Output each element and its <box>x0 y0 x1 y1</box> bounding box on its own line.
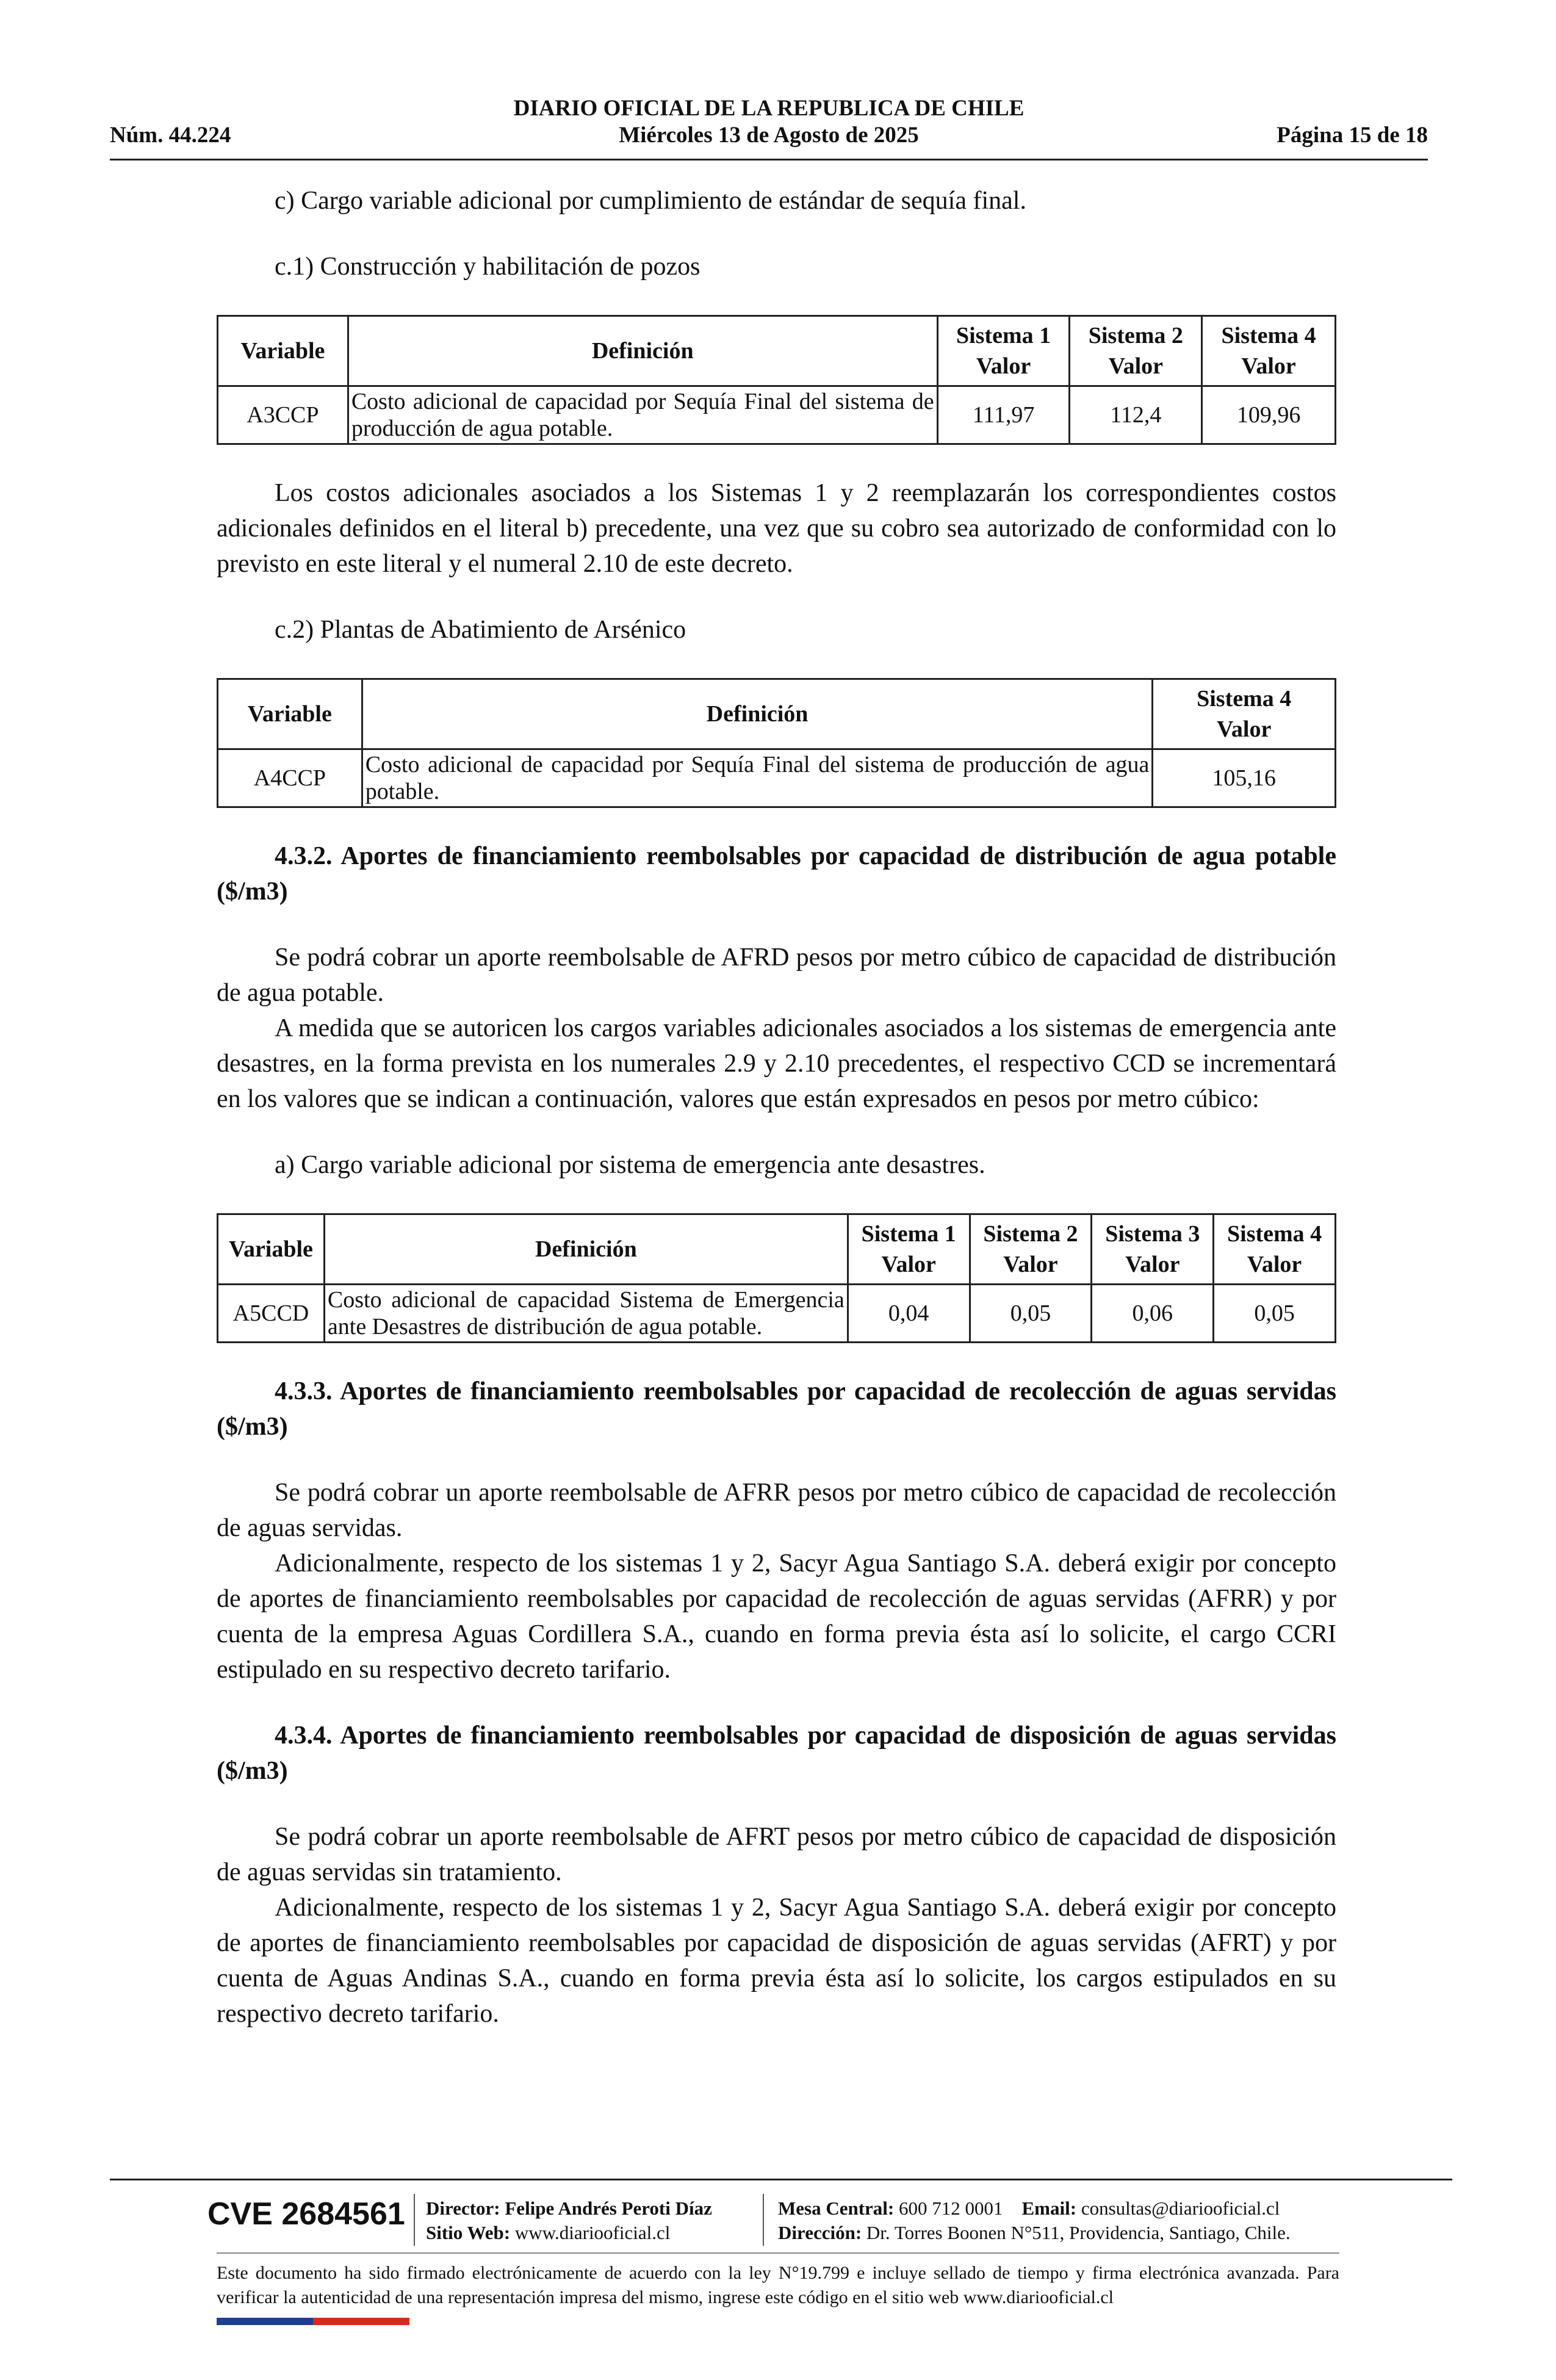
col-header-sistema-2: Sistema 2 Valor <box>970 1214 1092 1285</box>
flag-bar-red <box>313 2318 409 2325</box>
page-number: Página 15 de 18 <box>1277 123 1428 148</box>
table-a4ccp <box>217 678 1336 808</box>
col-header-variable: Variable <box>218 679 362 749</box>
table-row <box>218 386 1336 444</box>
section-434-paragraph-2: Adicionalmente, respecto de los sistemas 1 y 2, Sacyr Agua Santiago S.A. deberá exigir por concepto de aportes de financiamiento reembolsables por capacidad de disposición de aguas servidas (AFRT) y por cuenta de Aguas Andinas S.A., cuando en forma previa ésta así lo solicite, los cargos estipulados en su respectivo decreto tarifario. <box>217 1894 1336 2028</box>
cell-sistema-4: 105,16 <box>1153 749 1336 807</box>
col-header-sistema-4: Sistema 4 Valor <box>1202 316 1336 386</box>
cell-definicion: Costo adicional de capacidad por Sequía Final del sistema de producción de agua potable. <box>348 386 937 444</box>
direccion-value: Dr. Torres Boonen N°511, Providencia, Santiago, Chile. <box>866 2222 1291 2243</box>
flag-bar-blue <box>217 2318 313 2325</box>
table-header-row <box>218 679 1336 749</box>
mesa-label: Mesa Central: <box>778 2198 895 2219</box>
col-header-sistema-4: Sistema 4 Valor <box>1153 679 1336 749</box>
table-row <box>218 1285 1336 1343</box>
section-c-paragraph: Los costos adicionales asociados a los Sistemas 1 y 2 reemplazarán los correspondientes costos adicionales definidos en el literal b) precedente, una vez que su cobro sea autorizado de conformidad con lo previsto en este literal y el numeral 2.10 de este decreto. <box>217 479 1336 578</box>
section-c-heading: c) Cargo variable adicional por cumplimiento de estándar de sequía final. <box>275 187 1026 215</box>
table-a5ccd <box>217 1213 1336 1343</box>
footer-rule <box>217 2252 1339 2254</box>
table-a3ccp <box>217 315 1336 445</box>
section-432-paragraph-1: Se podrá cobrar un aporte reembolsable de AFRD pesos por metro cúbico de capacidad de distribución de agua potable. <box>217 943 1336 1007</box>
footer-director-block <box>426 2196 712 2245</box>
section-433-heading: 4.3.3. Aportes de financiamiento reembolsables por capacidad de recolección de aguas servidas ($/m3) <box>217 1377 1336 1441</box>
mesa-phone: 600 712 0001 <box>899 2198 1003 2219</box>
director-label: Director: <box>426 2198 500 2219</box>
cell-sistema-4: 0,05 <box>1214 1285 1336 1343</box>
cell-definicion: Costo adicional de capacidad por Sequía Final del sistema de producción de agua potable. <box>362 749 1153 807</box>
col-header-definicion: Definición <box>362 679 1153 749</box>
col-header-sistema-3: Sistema 3 Valor <box>1092 1214 1214 1285</box>
table-header-row <box>218 1214 1336 1285</box>
cell-sistema-2: 112,4 <box>1070 386 1202 444</box>
page-header <box>110 92 1428 160</box>
section-434-heading: 4.3.4. Aportes de financiamiento reembolsables por capacidad de disposición de aguas servidas ($/m3) <box>217 1722 1336 1785</box>
section-c1-heading: c.1) Construcción y habilitación de pozos <box>275 253 701 281</box>
email-label: Email: <box>1021 2198 1077 2219</box>
section-433-paragraph-2: Adicionalmente, respecto de los sistemas 1 y 2, Sacyr Agua Santiago S.A. deberá exigir por concepto de aportes de financiamiento reembolsables por capacidad de recolección de aguas servidas (AFRR) y por cuenta de la empresa Aguas Cordillera S.A., cuando en forma previa ésta así lo solicite, el cargo CCRI estipulado en su respectivo decreto tarifario. <box>217 1549 1336 1684</box>
cell-sistema-4: 109,96 <box>1202 386 1336 444</box>
col-header-sistema-1: Sistema 1 Valor <box>848 1214 970 1285</box>
footer-divider <box>414 2194 415 2246</box>
cell-sistema-1: 111,97 <box>937 386 1070 444</box>
col-header-sistema-4: Sistema 4 Valor <box>1214 1214 1336 1285</box>
col-header-variable: Variable <box>218 1214 325 1285</box>
newspaper-title: DIARIO OFICIAL DE LA REPUBLICA DE CHILE <box>513 96 1025 121</box>
cell-sistema-3: 0,06 <box>1092 1285 1214 1343</box>
cve-code: CVE 2684561 <box>207 2196 405 2232</box>
col-header-definicion: Definición <box>348 316 937 386</box>
cell-sistema-2: 0,05 <box>970 1285 1092 1343</box>
direccion-label: Dirección: <box>778 2222 862 2243</box>
issue-date: Miércoles 13 de Agosto de 2025 <box>619 123 919 148</box>
email-link[interactable]: consultas@diariooficial.cl <box>1081 2198 1280 2219</box>
section-432-heading: 4.3.2. Aportes de financiamiento reembolsables por capacidad de distribución de agua potable ($/m3) <box>217 842 1336 906</box>
footer-divider <box>763 2194 764 2246</box>
col-header-definicion: Definición <box>324 1214 848 1285</box>
director-name: Felipe Andrés Peroti Díaz <box>505 2198 712 2219</box>
cell-variable: A3CCP <box>218 386 348 444</box>
footer-disclaimer: Este documento ha sido firmado electrónicamente de acuerdo con la ley N°19.799 e incluye sellado de tiempo y firma electrónica avanzada. Para verificar la autenticidad de una representación impresa del mismo, ingrese este código en el sitio web www.diariooficial.cl <box>217 2263 1339 2307</box>
web-label: Sitio Web: <box>426 2222 511 2243</box>
col-header-sistema-1: Sistema 1 Valor <box>937 316 1070 386</box>
table-header-row <box>218 316 1336 386</box>
cell-variable: A4CCP <box>218 749 362 807</box>
section-432-paragraph-2: A medida que se autoricen los cargos variables adicionales asociados a los sistemas de emergencia ante desastres, en la forma prevista en los numerales 2.9 y 2.10 precedentes, el respectivo CCD se incrementará en los valores que se indican a continuación, valores que están expresados en pesos por metro cúbico: <box>217 1014 1336 1113</box>
col-header-variable: Variable <box>218 316 348 386</box>
table-row <box>218 749 1336 807</box>
cell-variable: A5CCD <box>218 1285 325 1343</box>
section-433-paragraph-1: Se podrá cobrar un aporte reembolsable de AFRR pesos por metro cúbico de capacidad de recolección de aguas servidas. <box>217 1479 1336 1542</box>
page-footer <box>110 2179 1452 2327</box>
web-link[interactable]: www.diariooficial.cl <box>514 2222 671 2243</box>
section-c2-heading: c.2) Plantas de Abatimiento de Arsénico <box>275 616 686 644</box>
col-header-sistema-2: Sistema 2 Valor <box>1070 316 1202 386</box>
issue-number: Núm. 44.224 <box>110 123 231 148</box>
cell-definicion: Costo adicional de capacidad Sistema de Emergencia ante Desastres de distribución de agua potable. <box>324 1285 848 1343</box>
cell-sistema-1: 0,04 <box>848 1285 970 1343</box>
section-432-sub-heading: a) Cargo variable adicional por sistema de emergencia ante desastres. <box>275 1151 985 1179</box>
footer-contact-block <box>778 2196 1291 2245</box>
page-body <box>217 183 1336 2032</box>
section-434-paragraph-1: Se podrá cobrar un aporte reembolsable de AFRT pesos por metro cúbico de capacidad de disposición de aguas servidas sin tratamiento. <box>217 1823 1336 1886</box>
